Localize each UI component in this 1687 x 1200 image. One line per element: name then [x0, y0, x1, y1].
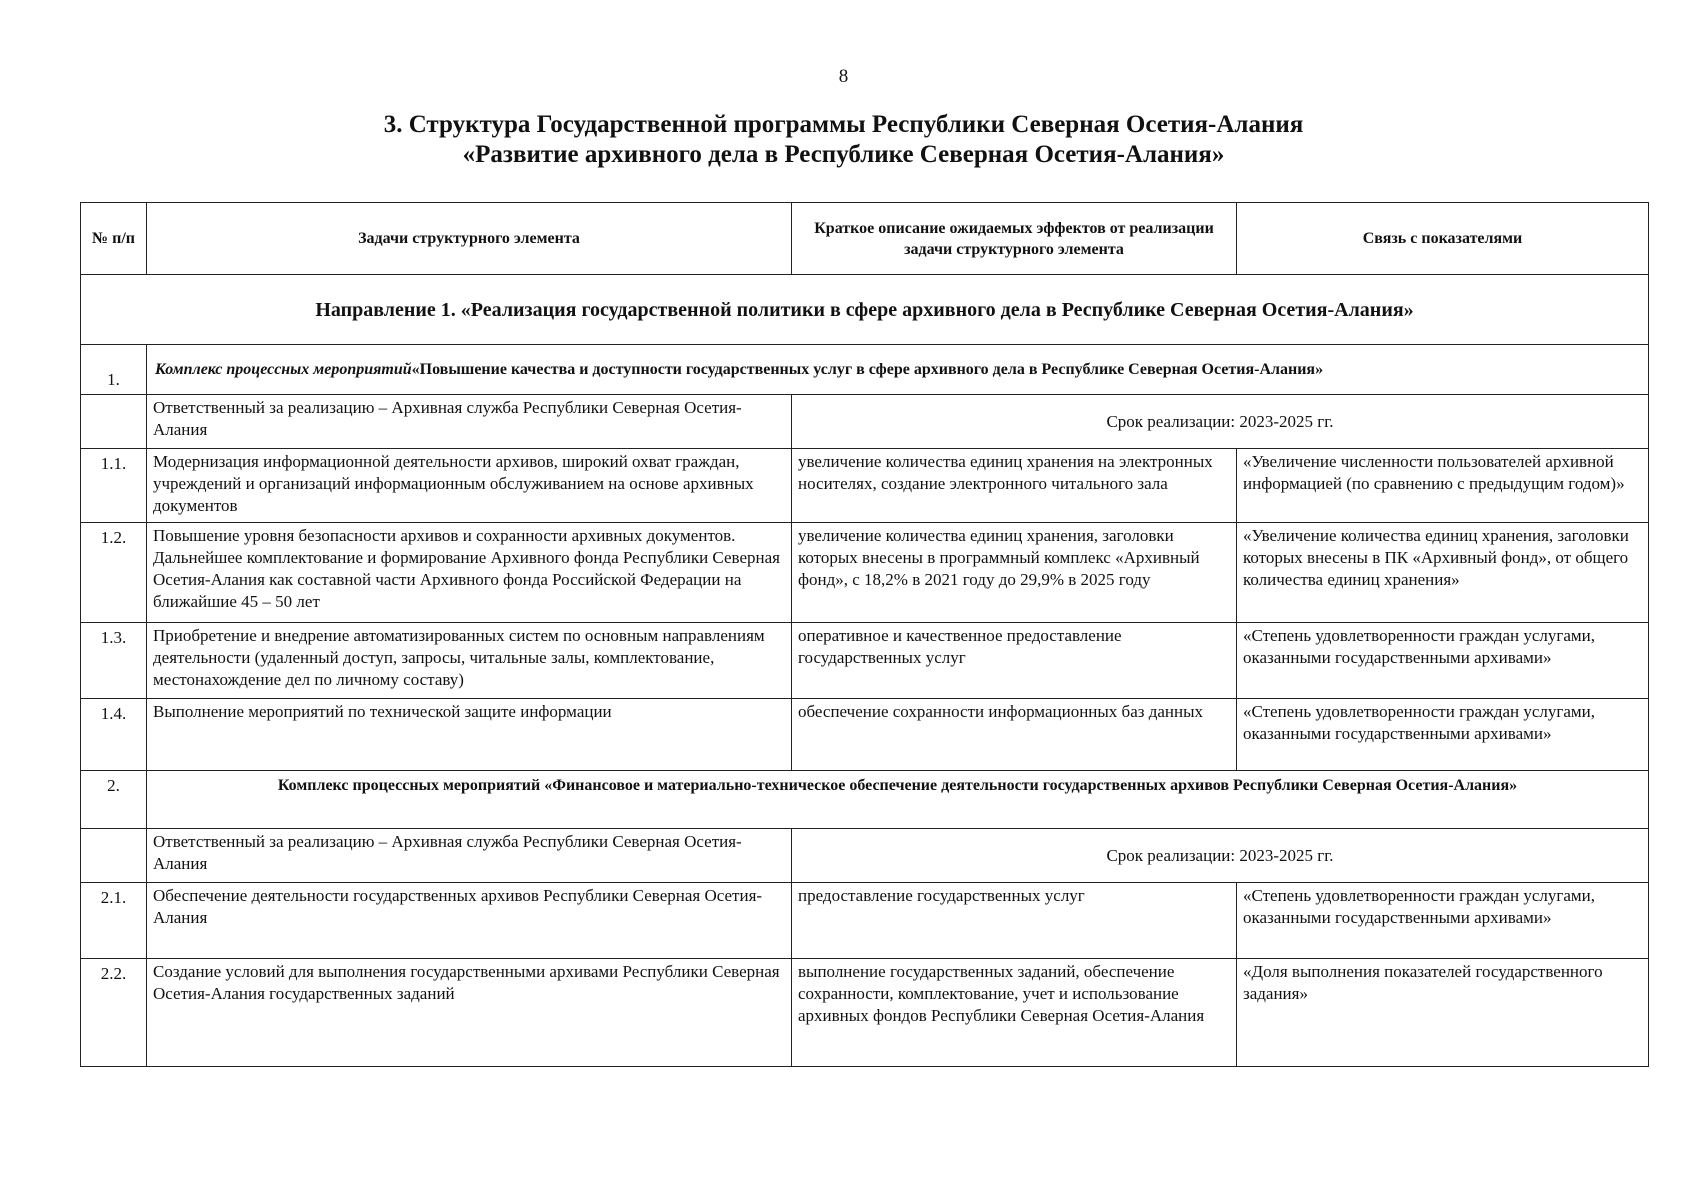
page-number: 8 [838, 66, 849, 87]
table-row-number: 2.2. [81, 959, 147, 1067]
table-row-task: Обеспечение деятельности государственных архивов Республики Северная Осетия-Алания [147, 883, 792, 959]
complex-1-prefix: Комплекс процессных мероприятий [155, 360, 412, 378]
table-row-indicator: «Степень удовлетворенности граждан услугами, оказанными государственными архивами» [1237, 883, 1649, 959]
header-effects: Краткое описание ожидаемых эффектов от реализации задачи структурного элемента [792, 203, 1237, 275]
table-row-number: 1.3. [81, 623, 147, 699]
table-row-indicator: «Увеличение численности пользователей архивной информацией (по сравнению с предыдущим годом)» [1237, 449, 1649, 523]
complex-2-heading: Комплекс процессных мероприятий «Финансовое и материально-техническое обеспечение деятельности государственных архивов Республики Северная Осетия-Алания» [147, 771, 1649, 829]
table-row-indicator: «Увеличение количества единиц хранения, заголовки которых внесены в ПК «Архивный фонд», от общего количества единиц хранения» [1237, 523, 1649, 623]
table-row-effect: увеличение количества единиц хранения на электронных носителях, создание электронного читального зала [792, 449, 1237, 523]
table-row-indicator: «Доля выполнения показателей государственного задания» [1237, 959, 1649, 1067]
complex-1-responsible-blank [81, 395, 147, 449]
complex-1-heading [147, 345, 1649, 395]
direction-1-heading: Направление 1. «Реализация государственной политики в сфере архивного дела в Республике Северная Осетия-Алания» [81, 275, 1649, 345]
title-line-2: «Развитие архивного дела в Республике Северная Осетия-Алания» [462, 141, 1225, 168]
table-row-number: 1.2. [81, 523, 147, 623]
table-row-effect: обеспечение сохранности информационных баз данных [792, 699, 1237, 771]
table-row-task: Модернизация информационной деятельности архивов, широкий охват граждан, учреждений и организаций информационным обслуживанием на основе архивных документов [147, 449, 792, 523]
complex-1-number: 1. [81, 345, 147, 395]
table-row-task: Создание условий для выполнения государственными архивами Республики Северная Осетия-Алания государственных заданий [147, 959, 792, 1067]
table-row-effect: предоставление государственных услуг [792, 883, 1237, 959]
table-row-number: 1.1. [81, 449, 147, 523]
table-row-task: Выполнение мероприятий по технической защите информации [147, 699, 792, 771]
table-row-task: Приобретение и внедрение автоматизированных систем по основным направлениям деятельности (удаленный доступ, запросы, читальные залы, комплектование, местонахождение дел по личному составу) [147, 623, 792, 699]
complex-2-term: Срок реализации: 2023-2025 гг. [792, 829, 1649, 883]
complex-2-number: 2. [81, 771, 147, 829]
complex-2-responsible: Ответственный за реализацию – Архивная служба Республики Северная Осетия-Алания [147, 829, 792, 883]
complex-1-term: Срок реализации: 2023-2025 гг. [792, 395, 1649, 449]
complex-2-responsible-blank [81, 829, 147, 883]
table-row-indicator: «Степень удовлетворенности граждан услугами, оказанными государственными архивами» [1237, 623, 1649, 699]
header-indicators: Связь с показателями [1237, 203, 1649, 275]
table-row-effect: выполнение государственных заданий, обеспечение сохранности, комплектование, учет и использование архивных фондов Республики Северная Осетия-Алания [792, 959, 1237, 1067]
table-row-indicator: «Степень удовлетворенности граждан услугами, оказанными государственными архивами» [1237, 699, 1649, 771]
title-line-1: 3. Структура Государственной программы Республики Северная Осетия-Алания [383, 111, 1304, 138]
table-row-effect: оперативное и качественное предоставление государственных услуг [792, 623, 1237, 699]
table-row-number: 2.1. [81, 883, 147, 959]
document-title [0, 110, 1687, 170]
complex-1-name: «Повышение качества и доступности государственных услуг в сфере архивного дела в Республике Северная Осетия-Алания» [411, 360, 1324, 378]
table-row-number: 1.4. [81, 699, 147, 771]
header-number: № п/п [81, 203, 147, 275]
complex-1-responsible: Ответственный за реализацию – Архивная служба Республики Северная Осетия-Алания [147, 395, 792, 449]
header-tasks: Задачи структурного элемента [147, 203, 792, 275]
table-row-task: Повышение уровня безопасности архивов и сохранности архивных документов. Дальнейшее комплектование и формирование Архивного фонда Республики Северная Осетия-Алания как составной части Архивного фонда Российской Федерации на ближайшие 45 – 50 лет [147, 523, 792, 623]
table-row-effect: увеличение количества единиц хранения, заголовки которых внесены в программный комплекс «Архивный фонд», с 18,2% в 2021 году до 29,9% в 2025 году [792, 523, 1237, 623]
program-structure-table [80, 202, 1649, 1067]
